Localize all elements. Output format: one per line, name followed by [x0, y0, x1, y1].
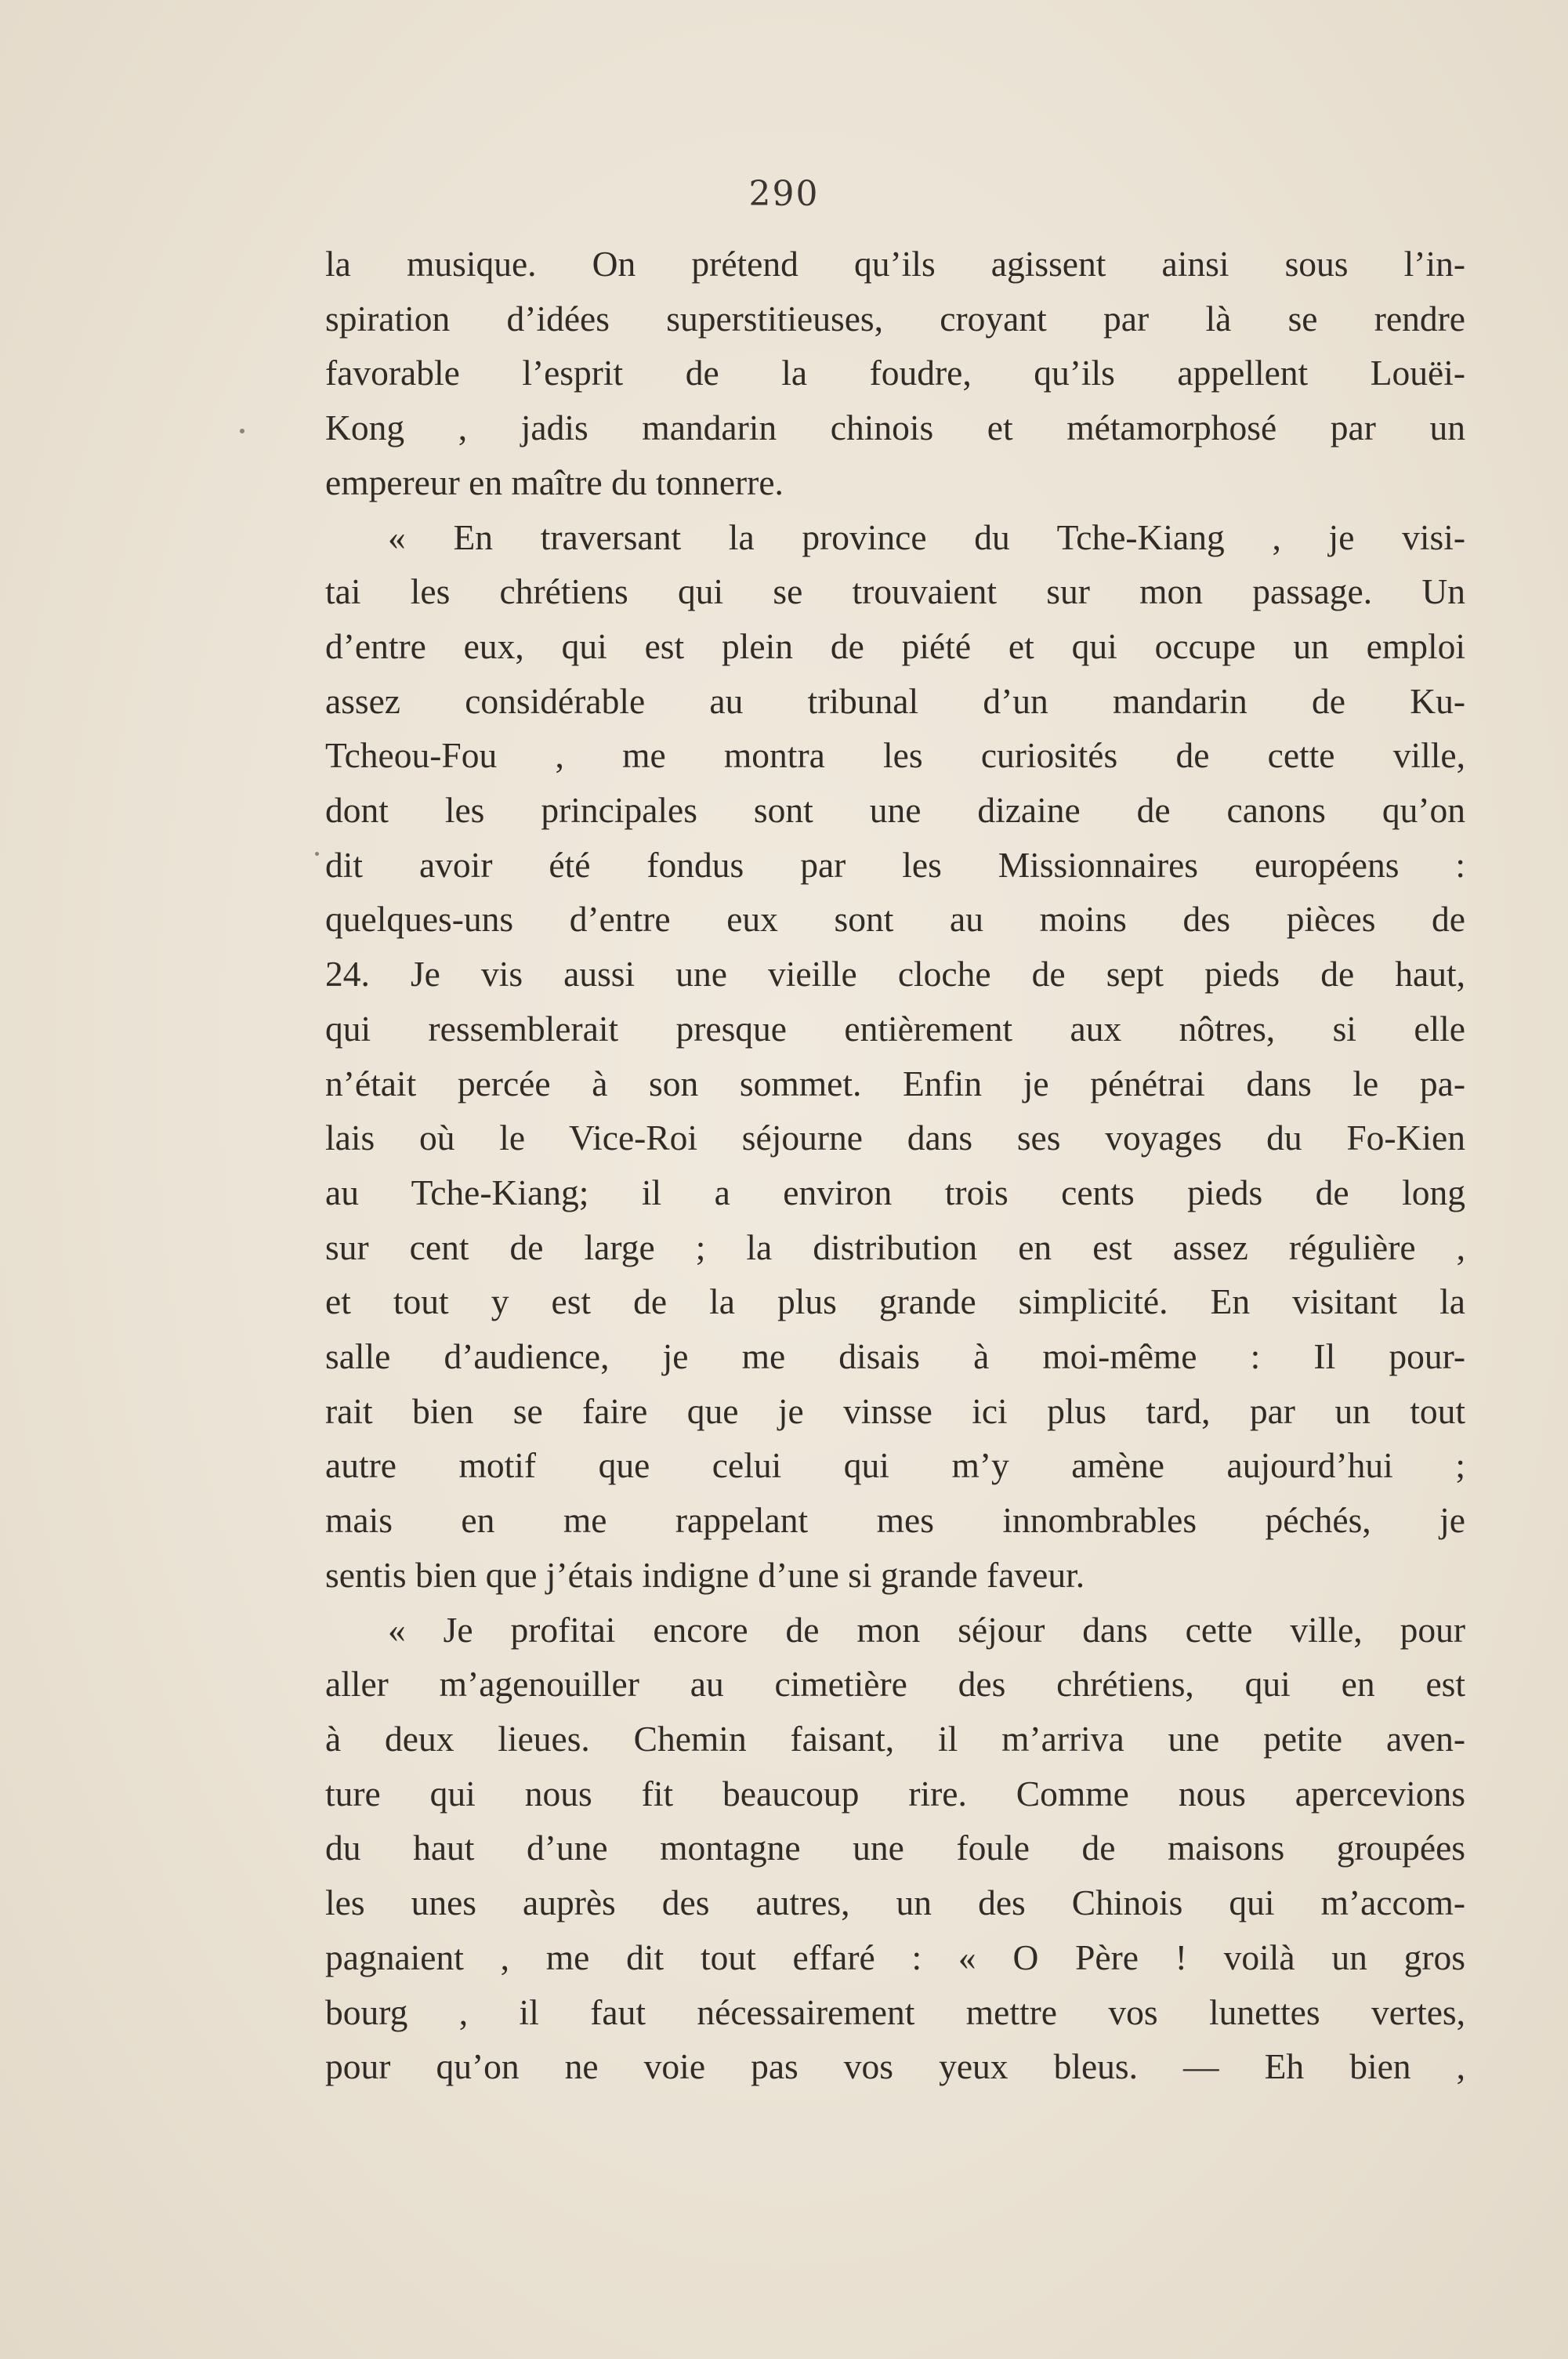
- paper-speck: [240, 429, 244, 433]
- text-line: bourg , il faut nécessairement mettre vos lunettes vertes,: [325, 1991, 1465, 2032]
- text-line: Tcheou-Fou , me montra les curiosités de cette ville,: [325, 735, 1465, 776]
- text-line: la musique. On prétend qu’ils agissent ainsi sous l’in-: [325, 244, 1465, 284]
- text-line: dit avoir été fondus par les Missionnaires européens :: [325, 844, 1465, 885]
- text-line: dont les principales sont une dizaine de canons qu’on: [325, 790, 1465, 831]
- text-line: les unes auprès des autres, un des Chinois qui m’accom-: [325, 1882, 1465, 1923]
- text-line: au Tche-Kiang; il a environ trois cents pieds de long: [325, 1172, 1465, 1212]
- text-line: sur cent de large ; la distribution en est assez régulière ,: [325, 1227, 1465, 1267]
- text-line: salle d’audience, je me disais à moi-même : Il pour-: [325, 1336, 1465, 1377]
- text-line: mais en me rappelant mes innombrables péchés, je: [325, 1500, 1465, 1541]
- text-line: favorable l’esprit de la foudre, qu’ils appellent Louëi-: [325, 353, 1465, 393]
- body-text: [325, 237, 1465, 2094]
- paper-speck: [315, 852, 319, 856]
- text-line: sentis bien que j’étais indigne d’une si grande faveur.: [325, 1554, 1085, 1595]
- text-line: tai les chrétiens qui se trouvaient sur mon passage. Un: [325, 571, 1465, 612]
- text-line: n’était percée à son sommet. Enfin je pénétrai dans le pa-: [325, 1063, 1465, 1103]
- text-line: et tout y est de la plus grande simplicité. En visitant la: [325, 1281, 1465, 1322]
- text-line: assez considérable au tribunal d’un mandarin de Ku-: [325, 680, 1465, 721]
- text-line: aller m’agenouiller au cimetière des chrétiens, qui en est: [325, 1664, 1465, 1705]
- text-line: spiration d’idées superstitieuses, croyant par là se rendre: [325, 298, 1465, 339]
- text-line: quelques-uns d’entre eux sont au moins des pièces de: [325, 899, 1465, 940]
- text-line: lais où le Vice-Roi séjourne dans ses voyages du Fo-Kien: [325, 1118, 1465, 1158]
- text-line: pour qu’on ne voie pas vos yeux bleus. — Eh bien ,: [325, 2046, 1465, 2087]
- text-line: ture qui nous fit beaucoup rire. Comme nous apercevions: [325, 1773, 1465, 1814]
- text-line: empereur en maître du tonnerre.: [325, 462, 784, 502]
- text-line: « Je profitai encore de mon séjour dans cette ville, pour: [388, 1609, 1465, 1650]
- text-line: rait bien se faire que je vinsse ici plus tard, par un tout: [325, 1390, 1465, 1431]
- text-line: pagnaient , me dit tout effaré : « O Père ! voilà un gros: [325, 1937, 1465, 1977]
- text-line: du haut d’une montagne une foule de maisons groupées: [325, 1828, 1465, 1868]
- page-number: 290: [748, 174, 820, 214]
- text-line: Kong , jadis mandarin chinois et métamorphosé par un: [325, 408, 1465, 448]
- text-line: autre motif que celui qui m’y amène aujourd’hui ;: [325, 1445, 1465, 1486]
- text-line: à deux lieues. Chemin faisant, il m’arriva une petite aven-: [325, 1718, 1465, 1759]
- text-line: 24. Je vis aussi une vieille cloche de sept pieds de haut,: [325, 954, 1465, 995]
- text-line: « En traversant la province du Tche-Kiang , je visi-: [388, 516, 1465, 557]
- text-line: qui ressemblerait presque entièrement aux nôtres, si elle: [325, 1008, 1465, 1049]
- text-line: d’entre eux, qui est plein de piété et qui occupe un emploi: [325, 625, 1465, 666]
